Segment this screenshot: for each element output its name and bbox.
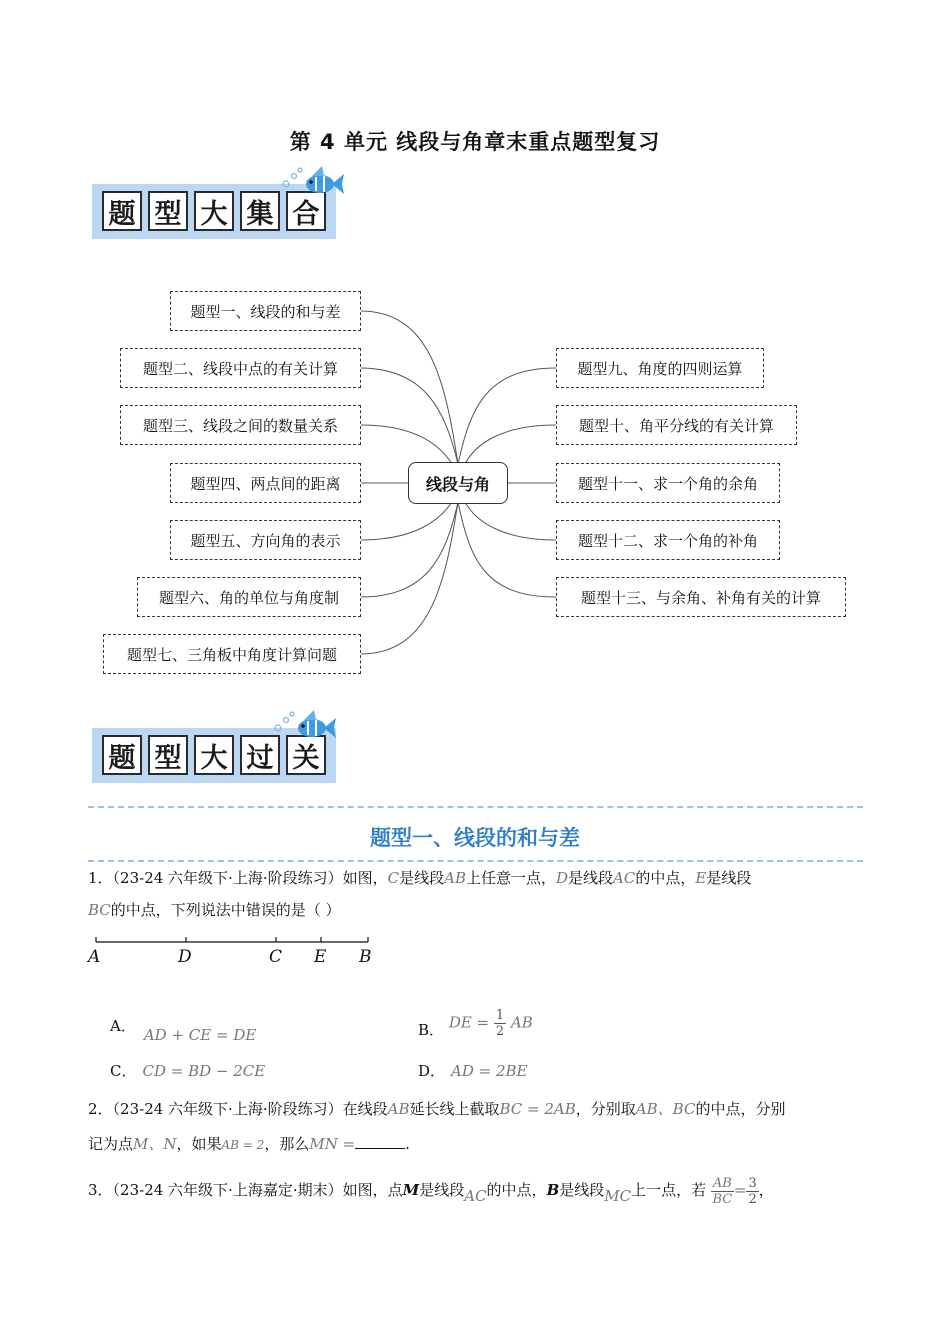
- option-a[interactable]: A． AD + CE = DE: [110, 1017, 257, 1044]
- banner-char: 关: [286, 735, 326, 775]
- question-1: 1．（23-24 六年级下·上海·阶段练习）如图，C是线段AB上任意一点，D是线段AC的中点，E是线段 BC的中点，下列说法中错误的是（ ）: [88, 869, 752, 919]
- mindmap-topic: 题型三、线段之间的数量关系: [120, 405, 361, 445]
- option-b[interactable]: B． DE = $\frac{1}{2}$ AB: [418, 1008, 533, 1039]
- section-divider: [88, 806, 863, 808]
- option-c[interactable]: C． CD = BD − 2CE: [110, 1062, 266, 1080]
- mindmap-topic: 题型六、角的单位与角度制: [137, 577, 361, 617]
- mindmap-topic: 题型一、线段的和与差: [170, 291, 361, 331]
- question-3: 3．（23-24 六年级下·上海嘉定·期末）如图，点M是线段AC的中点，B是线段MC上一点，若 $\frac{AB}{BC}$ = $\frac{3}{2}$ ，: [88, 1175, 774, 1207]
- banner-char: 集: [240, 191, 280, 231]
- banner-char: 题: [102, 735, 142, 775]
- question-2: 2．（23-24 六年级下·上海·阶段练习）在线段AB延长线上截取BC = 2AB，分别取AB、BC的中点，分别 记为点M、N，如果AB = 2，那么MN = .: [88, 1100, 786, 1153]
- mindmap-topic: 题型七、三角板中角度计算问题: [103, 634, 361, 674]
- page-title: 第 4 单元 线段与角章末重点题型复习: [289, 130, 661, 154]
- mindmap-topic: 题型九、角度的四则运算: [556, 348, 764, 388]
- banner-char: 题: [102, 191, 142, 231]
- banner-char: 型: [148, 191, 188, 231]
- banner-char: 大: [194, 735, 234, 775]
- point-label: B: [359, 947, 372, 967]
- mindmap-center: 线段与角: [408, 462, 508, 504]
- mindmap-topic: 题型十一、求一个角的余角: [556, 463, 780, 503]
- point-label: C: [269, 947, 283, 967]
- point-label: D: [178, 947, 192, 967]
- fish-icon: [264, 706, 339, 746]
- mindmap-topic: 题型十三、与余角、补角有关的计算: [556, 577, 846, 617]
- banner-char: 型: [148, 735, 188, 775]
- mindmap-topic: 题型二、线段中点的有关计算: [120, 348, 361, 388]
- mindmap-topic: 题型十、角平分线的有关计算: [556, 405, 797, 445]
- banner-char: 合: [286, 191, 326, 231]
- section-title: 题型一、线段的和与差: [370, 826, 580, 850]
- point-label: E: [314, 947, 327, 967]
- answer-blank[interactable]: [355, 1134, 405, 1149]
- mindmap-topic: 题型四、两点间的距离: [170, 463, 361, 503]
- mindmap-topic: 题型五、方向角的表示: [170, 520, 361, 560]
- option-d[interactable]: D． AD = 2BE: [418, 1062, 528, 1080]
- banner-char: 过: [240, 735, 280, 775]
- banner-char: 大: [194, 191, 234, 231]
- segment-figure: [86, 934, 376, 974]
- mindmap-topic: 题型十二、求一个角的补角: [556, 520, 780, 560]
- point-label: A: [88, 947, 101, 967]
